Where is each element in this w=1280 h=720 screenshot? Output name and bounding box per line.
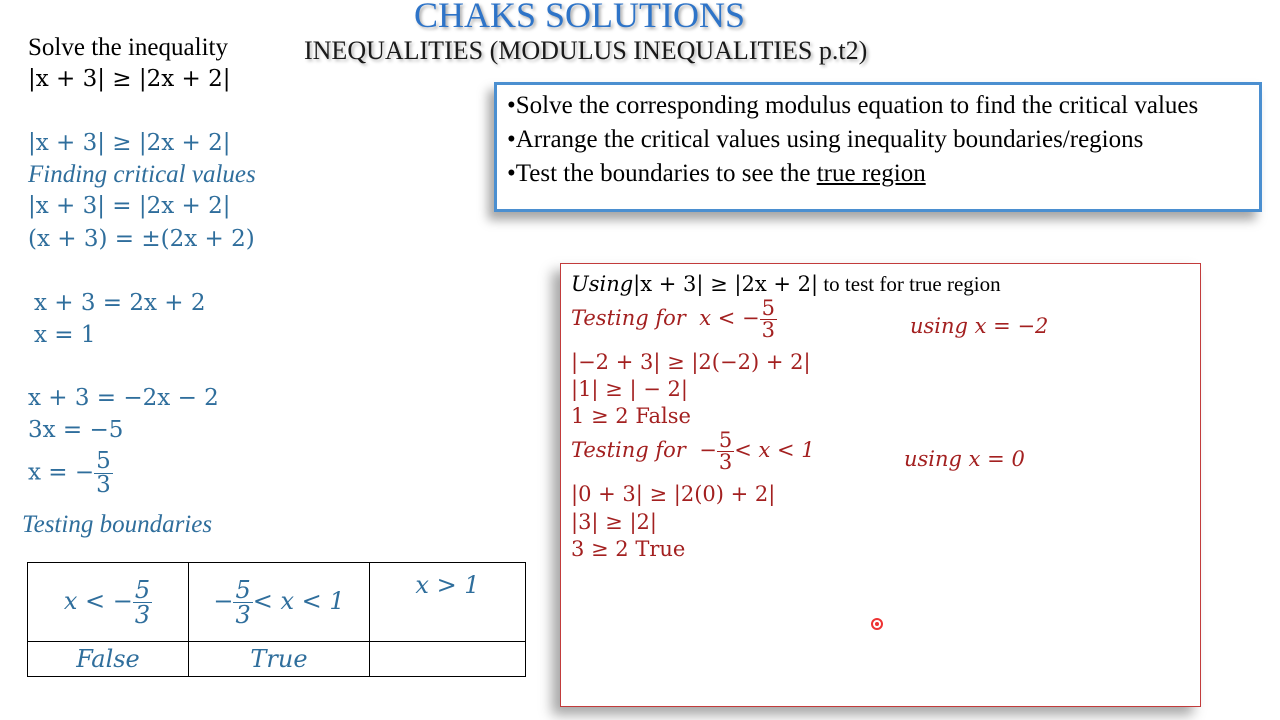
fraction-numerator: 5 <box>235 575 251 604</box>
test1-line2: |1| ≥ | − 2| <box>571 377 688 401</box>
step-1: •Solve the corresponding modulus equation to find the critical values <box>507 92 1199 119</box>
case2-solution <box>28 450 113 497</box>
test-intro-prefix: Using <box>571 272 634 296</box>
region-left-prefix: x < − <box>63 586 133 615</box>
problem-prompt: Solve the inequality <box>28 34 228 61</box>
case2-step: 3x = −5 <box>28 417 124 443</box>
test2-label: Testing for <box>571 438 686 462</box>
fraction-denominator: 3 <box>718 450 733 474</box>
restated-inequality: |x + 3| ≥ |2x + 2| <box>28 130 231 156</box>
test2-line1: |0 + 3| ≥ |2(0) + 2| <box>571 482 776 506</box>
region-left-fraction <box>133 575 152 629</box>
region-middle-suffix: < x < 1 <box>252 586 345 615</box>
region-middle-fraction <box>233 575 252 629</box>
case1-solution: x = 1 <box>34 322 96 348</box>
table-row <box>28 642 526 677</box>
test1-result: 1 ≥ 2 False <box>571 404 691 428</box>
test2-heading <box>571 430 815 473</box>
test2-fraction <box>717 430 734 473</box>
laser-pointer-icon <box>871 618 883 630</box>
test2-line2: |3| ≥ |2| <box>571 510 657 534</box>
step-3-text: •Test the boundaries to see the <box>507 160 817 187</box>
test1-heading <box>571 298 777 341</box>
test-intro-suffix: to test for true region <box>818 272 1001 296</box>
test-intro <box>571 272 1001 297</box>
boundary-result-table <box>27 562 526 677</box>
result-middle-cell: True <box>189 642 370 677</box>
modulus-equation: |x + 3| = |2x + 2| <box>28 193 231 219</box>
test1-label: Testing for <box>571 306 686 330</box>
test2-using: using x = 0 <box>904 447 1025 471</box>
fraction-denominator: 3 <box>134 600 151 629</box>
test1-fraction <box>760 298 777 341</box>
case2-solution-prefix: x = − <box>28 459 95 486</box>
method-steps-box <box>494 82 1262 212</box>
region-middle-cell <box>189 563 370 642</box>
plus-minus-form: (x + 3) = ±(2x + 2) <box>28 226 255 252</box>
case2-equation: x + 3 = −2x − 2 <box>28 385 219 411</box>
test1-using: using x = −2 <box>910 314 1049 338</box>
table-row <box>28 563 526 642</box>
fraction-numerator: 5 <box>761 296 775 320</box>
step-3 <box>507 157 1249 191</box>
brand-title: CHAKS SOLUTIONS <box>414 0 746 35</box>
test2-region-suffix: < x < 1 <box>734 438 815 462</box>
fraction-denominator: 3 <box>761 318 775 342</box>
test1-line1: |−2 + 3| ≥ |2(−2) + 2| <box>571 350 811 374</box>
region-middle-prefix: − <box>213 586 234 615</box>
test-intro-expression: |x + 3| ≥ |2x + 2| <box>633 272 819 296</box>
critical-values-heading: Finding critical values <box>28 161 256 188</box>
fraction-denominator: 3 <box>235 600 251 629</box>
five-thirds-fraction <box>94 450 113 497</box>
lesson-subtitle: INEQUALITIES (MODULUS INEQUALITIES p.t2) <box>304 36 868 65</box>
step-2: •Arrange the critical values using inequality boundaries/regions <box>507 126 1144 153</box>
result-left-cell: False <box>28 642 189 677</box>
testing-boundaries-heading: Testing boundaries <box>22 511 213 538</box>
fraction-numerator: 5 <box>96 448 111 474</box>
problem-expression: |x + 3| ≥ |2x + 2| <box>28 66 231 92</box>
true-region-underlined: true region <box>816 160 926 187</box>
fraction-numerator: 5 <box>134 575 151 604</box>
region-right-cell: x > 1 <box>370 563 526 642</box>
result-right-cell <box>370 642 526 677</box>
case1-equation: x + 3 = 2x + 2 <box>34 290 206 316</box>
test2-region-prefix: − <box>699 438 717 462</box>
test2-result: 3 ≥ 2 True <box>571 537 686 561</box>
fraction-denominator: 3 <box>96 472 111 498</box>
region-left-cell <box>28 563 189 642</box>
fraction-numerator: 5 <box>718 428 733 452</box>
test1-region-prefix: x < − <box>699 306 760 330</box>
